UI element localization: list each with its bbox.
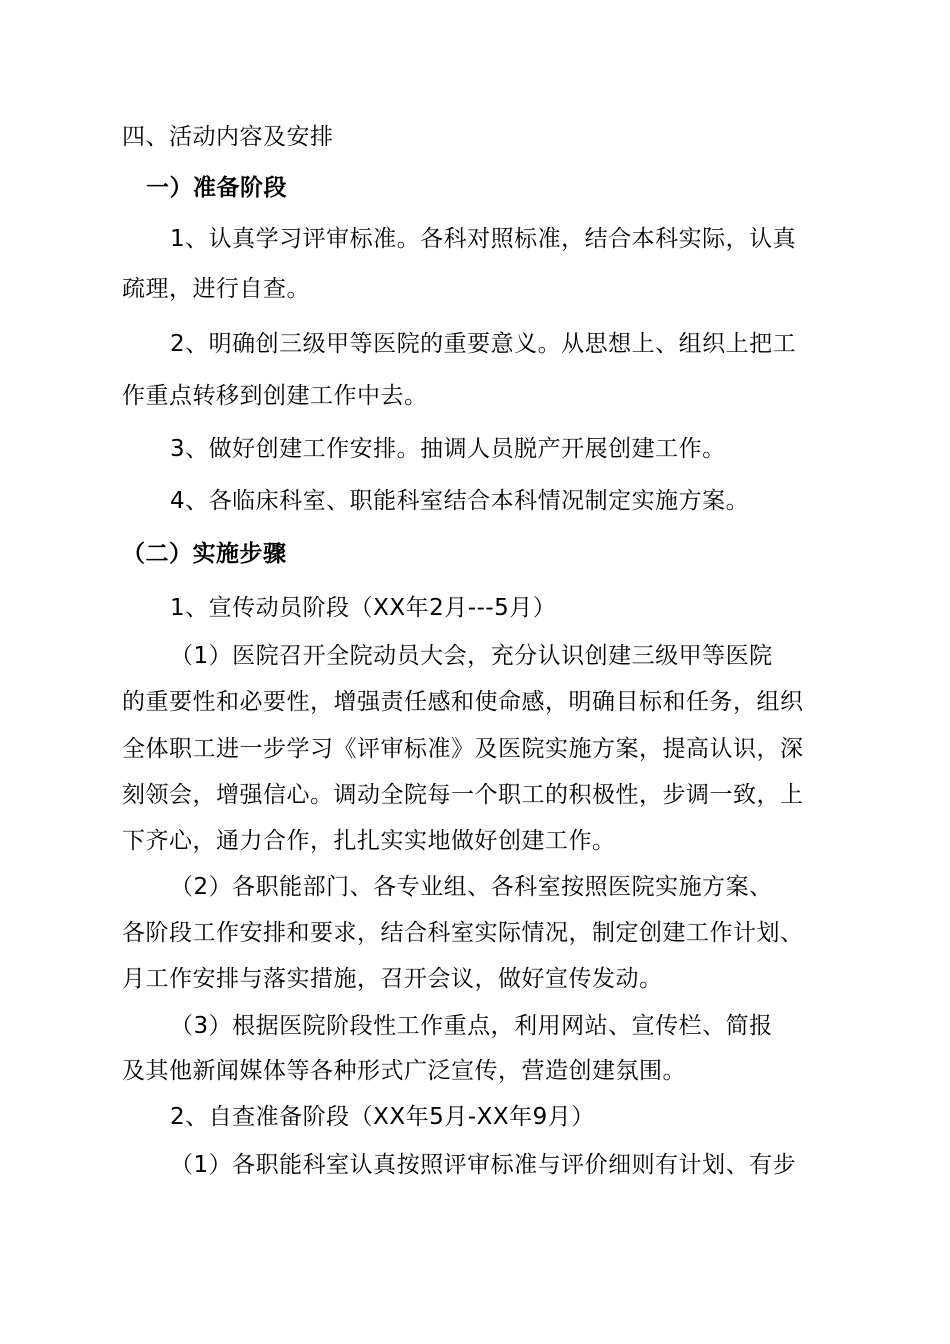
step-1-para-2-line-2: 各阶段工作安排和要求，结合科室实际情况，制定创建工作计划、: [122, 920, 804, 946]
step-1-para-3-line-1: （3）根据医院阶段性工作重点，利用网站、宣传栏、简报: [170, 1013, 773, 1039]
step-1-para-1-line-3: 全体职工进一步学习《评审标准》及医院实施方案，提高认识，深: [122, 736, 804, 762]
step-1-para-2-line-1: （2）各职能部门、各专业组、各科室按照医院实施方案、: [170, 874, 773, 900]
step-2-title: 2、自查准备阶段（XX年5月-XX年9月）: [170, 1104, 595, 1130]
prep-item-2-line-2: 作重点转移到创建工作中去。: [122, 383, 428, 409]
section-heading: 四、活动内容及安排: [122, 124, 334, 150]
prep-item-1-line-2: 疏理，进行自查。: [122, 276, 310, 302]
prep-item-4: 4、各临床科室、职能科室结合本科情况制定实施方案。: [170, 488, 750, 514]
prep-item-1-line-1: 1、认真学习评审标准。各科对照标准，结合本科实际，认真: [170, 226, 797, 252]
steps-heading: （二）实施步骤: [122, 541, 287, 567]
step-1-para-3-line-2: 及其他新闻媒体等各种形式广泛宣传，营造创建氛围。: [122, 1058, 686, 1084]
step-2-para-1-line-1: （1）各职能科室认真按照评审标准与评价细则有计划、有步: [170, 1152, 797, 1178]
prep-item-2-line-1: 2、明确创三级甲等医院的重要意义。从思想上、组织上把工: [170, 331, 797, 357]
step-1-para-1-line-1: （1）医院召开全院动员大会，充分认识创建三级甲等医院: [170, 643, 773, 669]
step-1-para-2-line-3: 月工作安排与落实措施，召开会议，做好宣传发动。: [122, 966, 663, 992]
prep-heading: 一）准备阶段: [146, 175, 287, 201]
step-1-para-1-line-2: 的重要性和必要性，增强责任感和使命感，明确目标和任务，组织: [122, 689, 804, 715]
step-1-title: 1、宣传动员阶段（XX年2月---5月）: [170, 595, 557, 621]
step-1-para-1-line-4: 刻领会，增强信心。调动全院每一个职工的积极性，步调一致，上: [122, 782, 804, 808]
step-1-para-1-line-5: 下齐心，通力合作，扎扎实实地做好创建工作。: [122, 828, 616, 854]
prep-item-3: 3、做好创建工作安排。抽调人员脱产开展创建工作。: [170, 436, 726, 462]
